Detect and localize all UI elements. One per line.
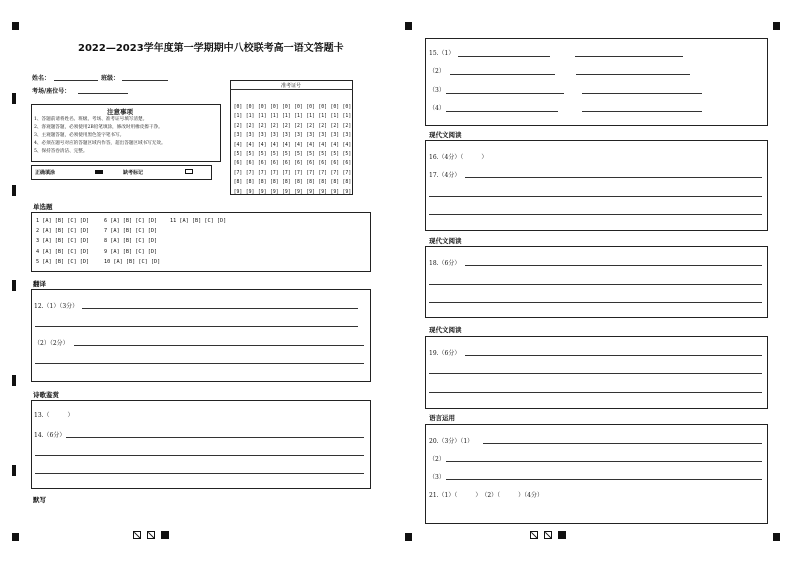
language-section-label: 语言运用 bbox=[429, 414, 455, 422]
absent-mark-label: 缺考标记 bbox=[123, 170, 144, 176]
exam-id-digit-bubble[interactable]: [3] bbox=[282, 133, 291, 139]
exam-id-digit-bubble[interactable]: [2] bbox=[318, 123, 328, 129]
answer-line[interactable] bbox=[429, 302, 762, 303]
exam-id-header-divider bbox=[230, 89, 353, 90]
exam-id-digit-bubble[interactable]: [9] bbox=[269, 189, 279, 195]
exam-id-digit-bubble[interactable]: [3] bbox=[330, 133, 340, 139]
translate-section-label: 翻译 bbox=[33, 280, 46, 288]
exam-id-digit-bubble[interactable]: [8] bbox=[282, 180, 291, 186]
exam-id-digit-bubble[interactable]: [0] bbox=[269, 105, 279, 110]
exam-id-digit-bubble[interactable]: [6] bbox=[245, 161, 255, 167]
poetry-box bbox=[31, 400, 371, 489]
exam-id-digit-bubble[interactable]: [4] bbox=[318, 142, 328, 148]
exam-id-digit-bubble[interactable]: [3] bbox=[257, 133, 267, 139]
q18-label: 18.（6分） bbox=[429, 260, 461, 267]
exam-id-digit-bubble[interactable]: [2] bbox=[245, 123, 255, 129]
answer-line[interactable] bbox=[446, 479, 762, 480]
exam-id-digit-bubble[interactable]: [8] bbox=[257, 180, 267, 186]
answer-line[interactable] bbox=[465, 265, 762, 266]
exam-id-digit-bubble[interactable]: [8] bbox=[245, 180, 255, 186]
corner-mark-tm bbox=[405, 22, 412, 30]
exam-id-digit-bubble[interactable]: [6] bbox=[318, 161, 328, 167]
corner-mark-br bbox=[773, 533, 780, 541]
exam-id-digit-bubble[interactable]: [1] bbox=[342, 114, 352, 120]
exam-id-digit-bubble[interactable]: [2] bbox=[282, 123, 291, 129]
timing-bar bbox=[12, 185, 16, 196]
answer-line[interactable] bbox=[429, 196, 762, 197]
exam-id-digit-bubble[interactable]: [8] bbox=[330, 180, 340, 186]
answer-line[interactable] bbox=[429, 284, 762, 285]
mc-question-options[interactable]: 7 [A] [B] [C] [D] bbox=[104, 228, 158, 235]
exam-id-digit-bubble[interactable]: [3] bbox=[269, 133, 279, 139]
exam-id-digit-bubble[interactable]: [1] bbox=[282, 114, 291, 120]
exam-id-digit-bubble[interactable]: [7] bbox=[306, 170, 315, 176]
exam-id-digit-bubble[interactable]: [1] bbox=[318, 114, 328, 120]
exam-id-digit-bubble[interactable]: [5] bbox=[342, 151, 352, 157]
exam-id-digit-bubble[interactable]: [5] bbox=[318, 151, 328, 157]
q20-1-label: 20.（3分）（1） bbox=[429, 438, 474, 445]
q15-1-label: 15.（1） bbox=[429, 50, 455, 57]
exam-id-column[interactable] bbox=[317, 103, 329, 197]
answer-line[interactable] bbox=[35, 326, 358, 327]
exam-id-digit-bubble[interactable]: [9] bbox=[233, 189, 243, 195]
exam-id-digit-bubble[interactable]: [2] bbox=[306, 123, 315, 129]
exam-id-digit-bubble[interactable]: [8] bbox=[318, 180, 328, 186]
corner-mark-bm bbox=[405, 533, 412, 541]
exam-id-digit-bubble[interactable]: [0] bbox=[245, 105, 255, 110]
exam-id-digit-bubble[interactable]: [5] bbox=[245, 151, 255, 157]
exam-id-digit-bubble[interactable]: [4] bbox=[330, 142, 340, 148]
exam-id-column[interactable] bbox=[256, 103, 268, 197]
notice-item: 2、客观题答题，必须使用2B铅笔填涂，修改时用橡皮擦干净。 bbox=[34, 125, 163, 130]
modern1-section-label: 现代文阅读 bbox=[429, 131, 462, 139]
mc-question-options[interactable]: 8 [A] [B] [C] [D] bbox=[104, 238, 158, 245]
modern2-section-label: 现代文阅读 bbox=[429, 237, 462, 245]
mc-question-options[interactable]: 10 [A] [B] [C] [D] bbox=[104, 258, 161, 265]
exam-id-digit-bubble[interactable]: [0] bbox=[257, 105, 267, 110]
answer-line[interactable] bbox=[429, 373, 762, 374]
exam-id-column[interactable] bbox=[293, 103, 305, 197]
exam-id-digit-bubble[interactable]: [7] bbox=[269, 170, 279, 176]
exam-id-digit-bubble[interactable]: [1] bbox=[306, 114, 315, 120]
modern3-section-label: 现代文阅读 bbox=[429, 326, 462, 334]
corner-mark-tr bbox=[773, 22, 780, 30]
exam-id-digit-bubble[interactable]: [0] bbox=[330, 105, 340, 110]
seat-label: 考场/座位号： bbox=[32, 88, 71, 95]
exam-id-digit-bubble[interactable]: [3] bbox=[245, 133, 255, 139]
notice-item: 4、必须在题号对应的答题区域内作答，超出答题区域书写无效。 bbox=[34, 141, 166, 146]
exam-id-digit-bubble[interactable]: [4] bbox=[294, 142, 303, 148]
answer-line[interactable] bbox=[576, 74, 690, 75]
exam-id-digit-bubble[interactable]: [1] bbox=[257, 114, 267, 120]
answer-line[interactable] bbox=[82, 308, 358, 309]
answer-line[interactable] bbox=[465, 177, 762, 178]
exam-id-digit-bubble[interactable]: [6] bbox=[233, 161, 243, 167]
exam-id-digit-bubble[interactable]: [3] bbox=[318, 133, 328, 139]
answer-line[interactable] bbox=[429, 214, 762, 215]
timing-bar bbox=[12, 375, 16, 386]
answer-line[interactable] bbox=[35, 363, 364, 364]
q21-label: 21.（1）（ ） （2）（ ）（4分） bbox=[429, 492, 543, 499]
answer-line[interactable] bbox=[446, 461, 762, 462]
answer-line[interactable] bbox=[66, 437, 364, 438]
notice-title: 注意事项 bbox=[107, 108, 133, 116]
mc-section-label: 单选题 bbox=[33, 203, 53, 211]
exam-id-digit-bubble[interactable]: [9] bbox=[294, 189, 303, 195]
exam-id-digit-bubble[interactable]: [6] bbox=[330, 161, 340, 167]
exam-id-digit-bubble[interactable]: [5] bbox=[233, 151, 243, 157]
notice-item: 3、主观题答题，必须使用黑色签字笔书写。 bbox=[34, 133, 125, 138]
mc-question-options[interactable]: 9 [A] [B] [C] [D] bbox=[104, 248, 158, 255]
exam-id-digit-bubble[interactable]: [6] bbox=[257, 161, 267, 167]
exam-id-digit-bubble[interactable]: [6] bbox=[342, 161, 352, 167]
position-square-empty bbox=[147, 531, 155, 539]
position-square-filled bbox=[558, 531, 566, 539]
exam-id-digit-bubble[interactable]: [7] bbox=[282, 170, 291, 176]
mc-question-options[interactable]: 4 [A] [B] [C] [D] bbox=[36, 248, 90, 255]
answer-line[interactable] bbox=[458, 56, 550, 57]
exam-id-digit-bubble[interactable]: [9] bbox=[330, 189, 340, 195]
exam-id-digit-bubble[interactable]: [9] bbox=[245, 189, 255, 195]
position-square-empty bbox=[544, 531, 552, 539]
exam-id-column[interactable] bbox=[268, 103, 280, 197]
exam-id-column[interactable] bbox=[329, 103, 341, 197]
exam-id-digit-bubble[interactable]: [5] bbox=[294, 151, 303, 157]
exam-id-digit-bubble[interactable]: [4] bbox=[342, 142, 352, 148]
exam-id-digit-bubble[interactable]: [1] bbox=[269, 114, 279, 120]
exam-id-digit-bubble[interactable]: [9] bbox=[306, 189, 315, 195]
exam-id-digit-bubble[interactable]: [7] bbox=[318, 170, 328, 176]
mc-question-options[interactable]: 11 [A] [B] [C] [D] bbox=[170, 218, 227, 224]
answer-line[interactable] bbox=[74, 345, 364, 346]
mc-question-options[interactable]: 3 [A] [B] [C] [D] bbox=[36, 238, 90, 245]
exam-id-digit-bubble[interactable]: [0] bbox=[342, 105, 352, 110]
q15-4-label: （4） bbox=[429, 105, 445, 112]
exam-id-digit-bubble[interactable]: [9] bbox=[282, 189, 291, 195]
exam-id-column[interactable] bbox=[244, 103, 256, 197]
translate-box bbox=[31, 289, 371, 382]
q12-1-label: 12.（1）（3分） bbox=[34, 303, 79, 310]
answer-line[interactable] bbox=[582, 111, 702, 112]
poetry-section-label: 诗歌鉴赏 bbox=[33, 391, 59, 399]
corner-mark-bl bbox=[12, 533, 19, 541]
exam-id-digit-bubble[interactable]: [4] bbox=[233, 142, 243, 148]
correct-fill-label: 正确填涂 bbox=[35, 170, 56, 176]
q19-label: 19.（6分） bbox=[429, 350, 461, 357]
dictation-section-label: 默写 bbox=[33, 496, 46, 504]
exam-id-digit-bubble[interactable]: [4] bbox=[245, 142, 255, 148]
exam-id-digit-bubble[interactable]: [5] bbox=[269, 151, 279, 157]
exam-id-digit-bubble[interactable]: [1] bbox=[294, 114, 303, 120]
exam-id-digit-bubble[interactable]: [2] bbox=[257, 123, 267, 129]
q18-box bbox=[425, 246, 768, 318]
absent-mark-checkbox[interactable] bbox=[185, 169, 193, 174]
exam-id-digit-bubble[interactable]: [1] bbox=[330, 114, 340, 120]
answer-line[interactable] bbox=[575, 56, 683, 57]
exam-id-digit-bubble[interactable]: [3] bbox=[294, 133, 303, 139]
mc-question-options[interactable]: 6 [A] [B] [C] [D] bbox=[104, 218, 158, 224]
exam-id-digit-bubble[interactable]: [1] bbox=[245, 114, 255, 120]
exam-id-digit-bubble[interactable]: [4] bbox=[257, 142, 267, 148]
exam-id-digit-bubble[interactable]: [5] bbox=[306, 151, 315, 157]
exam-id-column[interactable] bbox=[305, 103, 317, 197]
class-field[interactable] bbox=[122, 80, 168, 81]
mc-question-options[interactable]: 1 [A] [B] [C] [D] bbox=[36, 218, 90, 224]
exam-id-digit-bubble[interactable]: [3] bbox=[233, 133, 243, 139]
exam-id-digit-bubble[interactable]: [8] bbox=[294, 180, 303, 186]
page-title: 2022—2023学年度第一学期期中八校联考高一语文答题卡 bbox=[78, 43, 344, 54]
exam-id-digit-bubble[interactable]: [5] bbox=[257, 151, 267, 157]
answer-line[interactable] bbox=[582, 93, 702, 94]
exam-id-digit-bubble[interactable]: [0] bbox=[318, 105, 328, 110]
answer-line[interactable] bbox=[35, 473, 364, 474]
notice-item: 1、答题前请将姓名、班级、考场、准考证号填写清楚。 bbox=[34, 117, 148, 122]
exam-id-digit-bubble[interactable]: [0] bbox=[306, 105, 315, 110]
exam-id-digit-bubble[interactable]: [9] bbox=[257, 189, 267, 195]
exam-id-digit-bubble[interactable]: [8] bbox=[342, 180, 352, 186]
exam-id-digit-bubble[interactable]: [0] bbox=[233, 105, 243, 110]
q20-2-label: （2） bbox=[429, 456, 445, 463]
answer-line[interactable] bbox=[483, 443, 762, 444]
exam-id-digit-bubble[interactable]: [8] bbox=[269, 180, 279, 186]
mc-question-options[interactable]: 2 [A] [B] [C] [D] bbox=[36, 228, 90, 235]
exam-id-column[interactable] bbox=[280, 103, 292, 197]
exam-id-digit-bubble[interactable]: [7] bbox=[294, 170, 303, 176]
exam-id-column[interactable] bbox=[232, 103, 244, 197]
class-label: 班级： bbox=[101, 75, 120, 82]
answer-line[interactable] bbox=[450, 74, 555, 75]
exam-id-digit-bubble[interactable]: [7] bbox=[342, 170, 352, 176]
answer-line[interactable] bbox=[465, 355, 762, 356]
position-square-empty bbox=[133, 531, 141, 539]
q14-label: 14.（6分） bbox=[34, 432, 66, 439]
answer-line[interactable] bbox=[35, 455, 364, 456]
answer-line[interactable] bbox=[446, 93, 564, 94]
answer-line[interactable] bbox=[429, 392, 762, 393]
q15-box bbox=[425, 38, 768, 126]
position-square-filled bbox=[161, 531, 169, 539]
exam-id-digit-bubble[interactable]: [4] bbox=[269, 142, 279, 148]
seat-field[interactable] bbox=[78, 93, 128, 94]
exam-id-digit-bubble[interactable]: [4] bbox=[306, 142, 315, 148]
timing-bar bbox=[12, 280, 16, 291]
exam-id-digit-bubble[interactable]: [3] bbox=[306, 133, 315, 139]
exam-id-digit-bubble[interactable]: [8] bbox=[233, 180, 243, 186]
exam-id-digit-bubble[interactable]: [2] bbox=[294, 123, 303, 129]
q13-label: 13.（ ） bbox=[34, 412, 74, 419]
timing-bar bbox=[12, 93, 16, 104]
exam-id-digit-bubble[interactable]: [7] bbox=[245, 170, 255, 176]
exam-id-digit-bubble[interactable]: [2] bbox=[269, 123, 279, 129]
name-field[interactable] bbox=[54, 80, 98, 81]
q16-label: 16.（4分）（ ） bbox=[429, 154, 488, 161]
exam-id-label: 准考证号 bbox=[281, 83, 302, 89]
exam-id-digit-bubble[interactable]: [3] bbox=[342, 133, 352, 139]
position-square-empty bbox=[530, 531, 538, 539]
exam-id-digit-bubble[interactable]: [6] bbox=[282, 161, 291, 167]
mc-question-options[interactable]: 5 [A] [B] [C] [D] bbox=[36, 258, 90, 265]
exam-id-digit-bubble[interactable]: [8] bbox=[306, 180, 315, 186]
q20-21-box bbox=[425, 424, 768, 524]
exam-id-digit-bubble[interactable]: [1] bbox=[233, 114, 243, 120]
q15-3-label: （3） bbox=[429, 87, 445, 94]
q15-2-label: （2） bbox=[429, 68, 445, 75]
exam-id-digit-bubble[interactable]: [6] bbox=[306, 161, 315, 167]
notice-item: 5、保持答卷清洁、完整。 bbox=[34, 149, 88, 154]
exam-id-digit-bubble[interactable]: [0] bbox=[294, 105, 303, 110]
exam-id-digit-bubble[interactable]: [7] bbox=[330, 170, 340, 176]
exam-id-digit-bubble[interactable]: [2] bbox=[330, 123, 340, 129]
exam-id-digit-bubble[interactable]: [5] bbox=[330, 151, 340, 157]
timing-bar bbox=[12, 465, 16, 476]
exam-id-digit-bubble[interactable]: [7] bbox=[233, 170, 243, 176]
exam-id-digit-bubble[interactable]: [9] bbox=[342, 189, 352, 195]
exam-id-digit-bubble[interactable]: [9] bbox=[318, 189, 328, 195]
q12-2-label: （2）（2分） bbox=[34, 340, 69, 347]
exam-id-digit-bubble[interactable]: [2] bbox=[342, 123, 352, 129]
q20-3-label: （3） bbox=[429, 474, 445, 481]
answer-line[interactable] bbox=[446, 111, 558, 112]
correct-fill-sample bbox=[95, 170, 103, 174]
exam-id-digit-bubble[interactable]: [7] bbox=[257, 170, 267, 176]
name-label: 姓名： bbox=[32, 75, 51, 82]
exam-id-column[interactable] bbox=[341, 103, 353, 197]
corner-mark-tl bbox=[12, 22, 19, 30]
exam-id-digit-bubble[interactable]: [6] bbox=[294, 161, 303, 167]
exam-id-digit-bubble[interactable]: [4] bbox=[282, 142, 291, 148]
exam-id-digit-bubble[interactable]: [5] bbox=[282, 151, 291, 157]
exam-id-digit-bubble[interactable]: [2] bbox=[233, 123, 243, 129]
q17-label: 17.（4分） bbox=[429, 172, 461, 179]
exam-id-digit-bubble[interactable]: [0] bbox=[282, 105, 291, 110]
exam-id-digit-bubble[interactable]: [6] bbox=[269, 161, 279, 167]
